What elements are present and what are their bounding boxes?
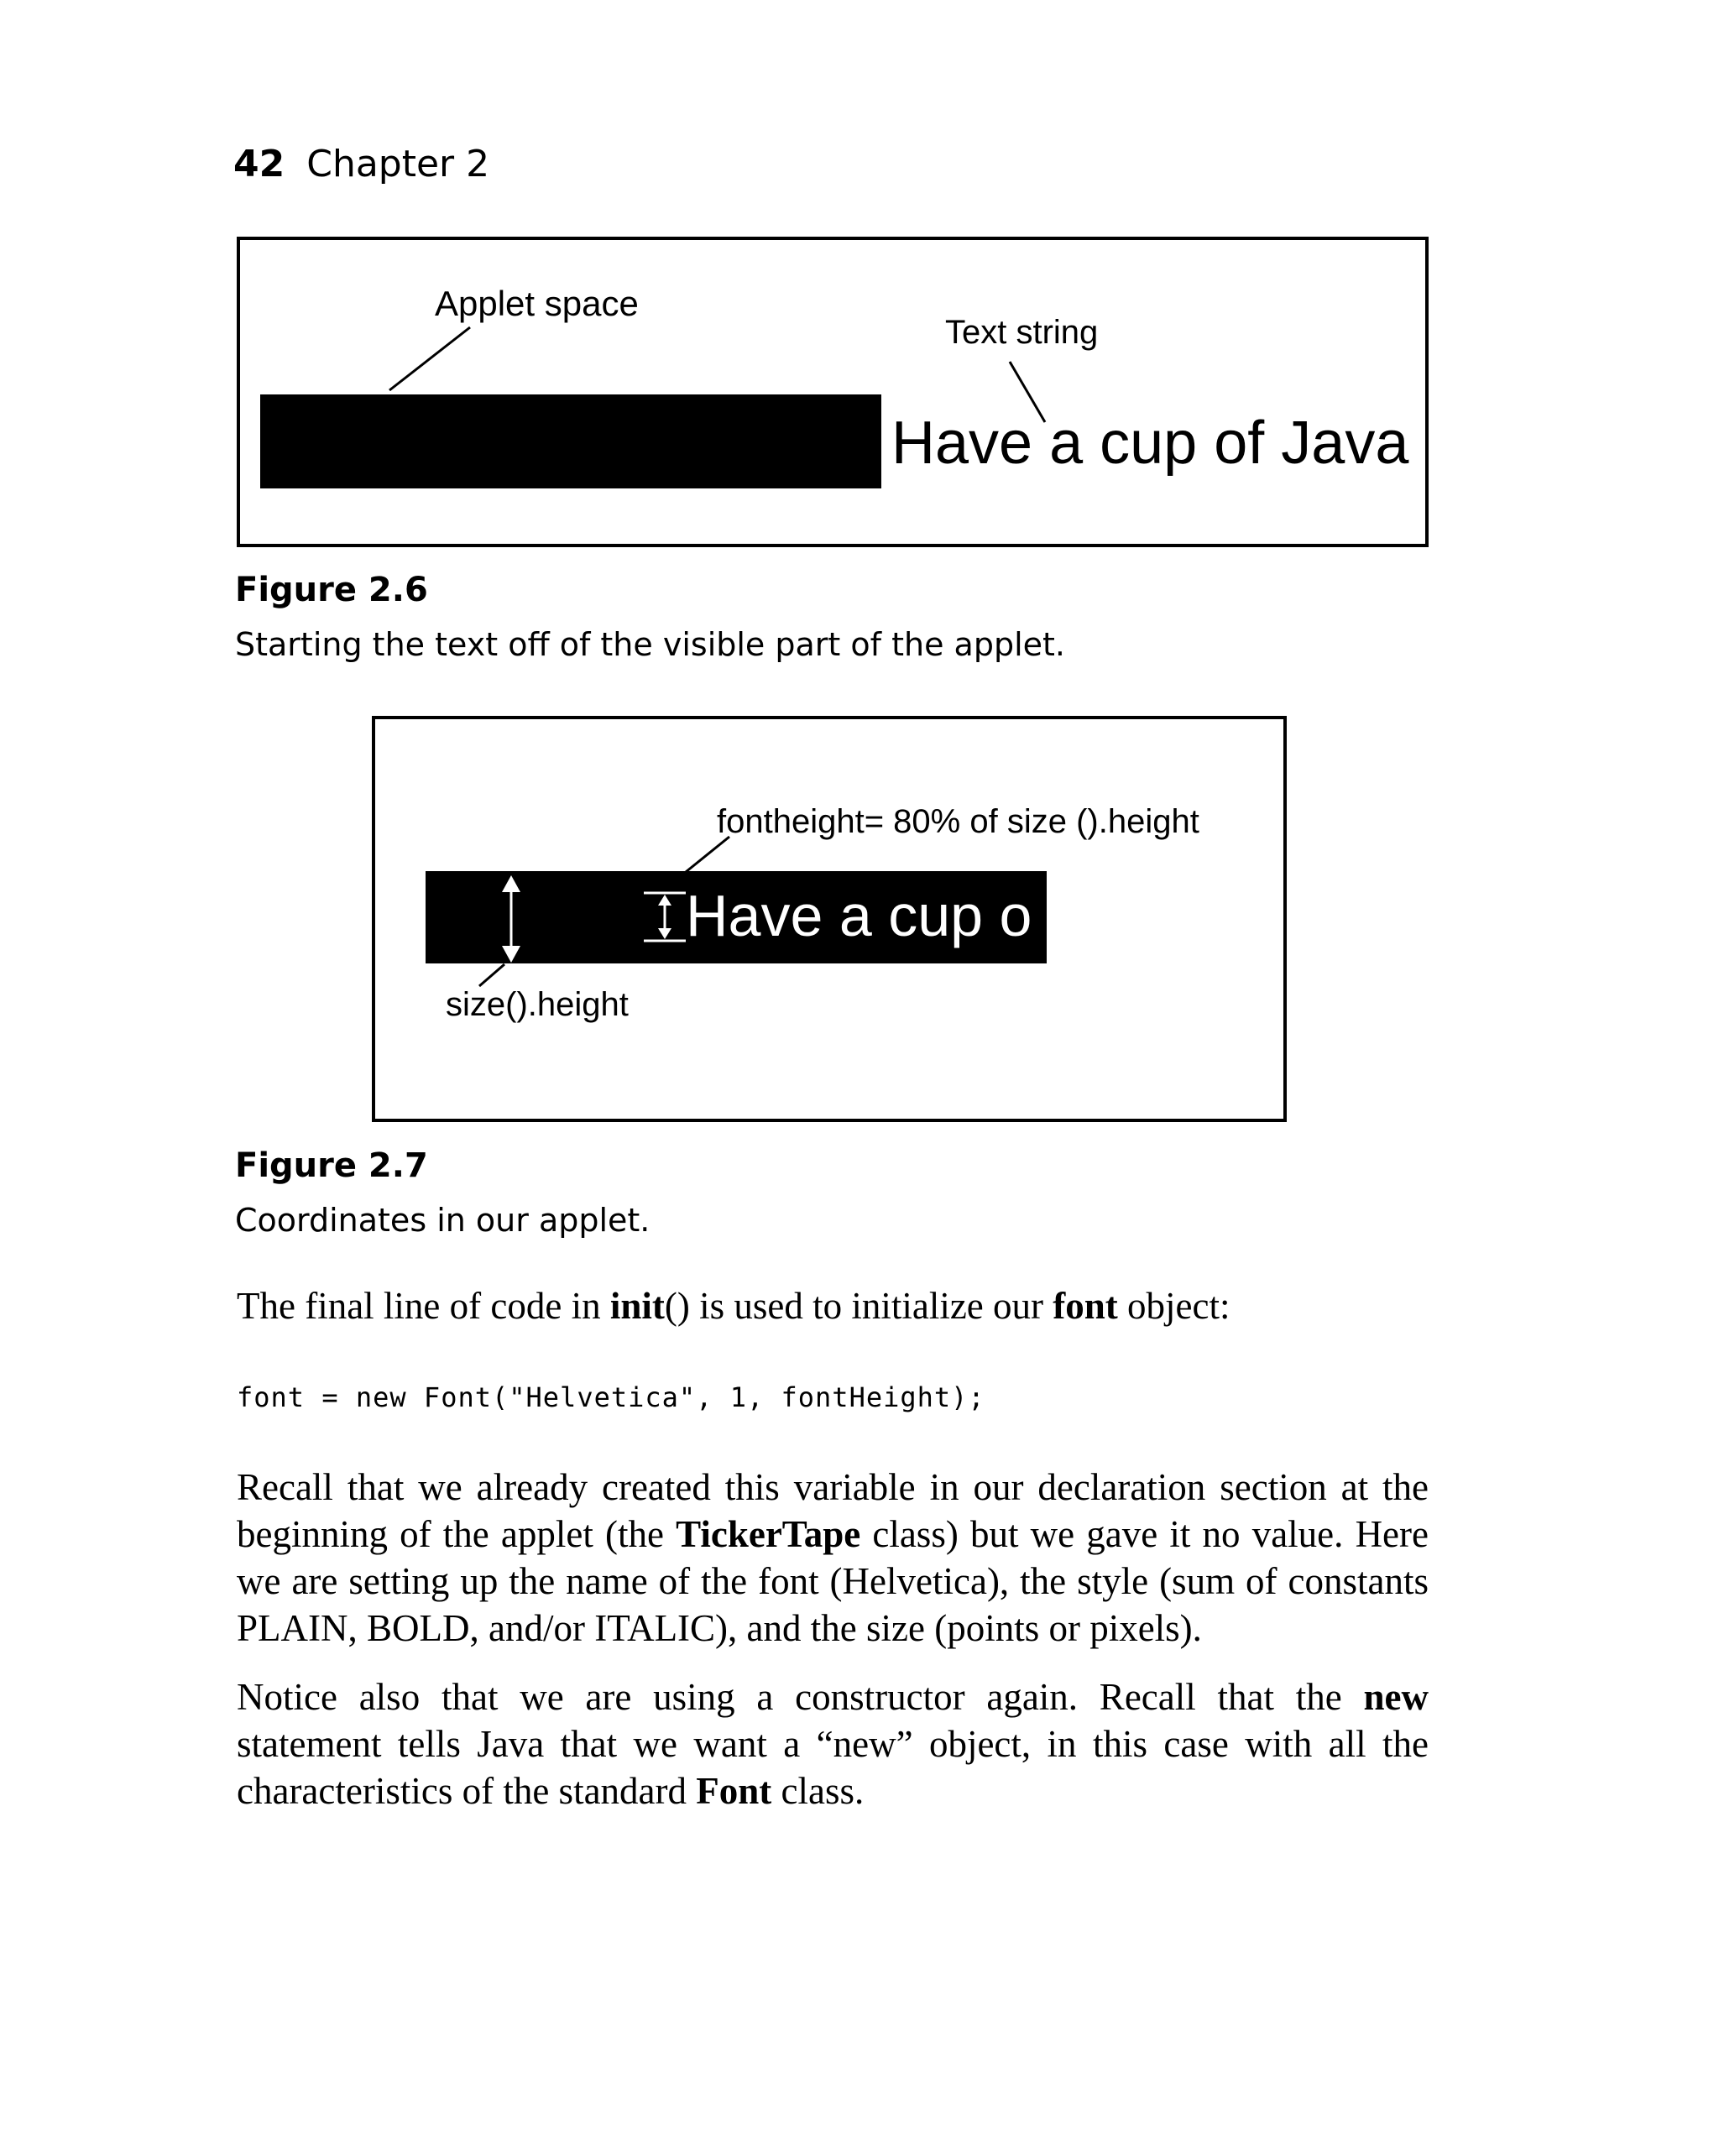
figure-2-7-annotations xyxy=(375,719,1283,1119)
running-head xyxy=(233,143,489,185)
intro-paragraph: The final line of code in init() is used to initialize our font object: xyxy=(237,1285,1230,1327)
figure-2-7-caption-text: Coordinates in our applet. xyxy=(235,1202,651,1239)
tickertape-keyword: TickerTape xyxy=(676,1513,861,1555)
ticker-text-inside: Have a cup o xyxy=(686,883,1032,948)
figure-2-6 xyxy=(237,237,1429,547)
size-height-arrow xyxy=(502,875,520,963)
applet-space-leader xyxy=(389,327,470,390)
chapter-title: Chapter 2 xyxy=(306,143,490,185)
size-height-label: size().height xyxy=(446,986,629,1023)
fontheight-label: fontheight= 80% of size ().height xyxy=(717,803,1199,840)
paragraph-recall: Recall that we already created this variable in our declaration section at the beginning of the applet (the TickerTape class) but we gave it no value. Here we are setting up the name of the font (Helvetica), the style (sum of constants PLAIN, BOLD, and/or ITALIC), and the size (points or pixels). xyxy=(237,1466,1429,1649)
text-string-label: Text string xyxy=(945,314,1099,351)
applet-space-bar xyxy=(260,394,881,488)
size-height-leader xyxy=(479,964,504,986)
figure-2-7 xyxy=(372,716,1287,1122)
ticker-text-outside: Have a cup of Java xyxy=(891,410,1409,477)
paragraph-notice: Notice also that we are using a constructor again. Recall that the new statement tells Java that we want a “new” object, in this case with all the characteristics of the standard Font class. xyxy=(237,1676,1429,1812)
figure-2-6-caption-title: Figure 2.6 xyxy=(235,571,428,609)
fontheight-leader xyxy=(686,837,729,872)
font-keyword: font xyxy=(1053,1285,1118,1327)
init-keyword: init xyxy=(609,1285,665,1327)
font-height-marker xyxy=(644,893,686,941)
applet-space-label: Applet space xyxy=(435,284,639,323)
font-class-keyword: Font xyxy=(696,1770,772,1812)
figure-2-7-caption-title: Figure 2.7 xyxy=(235,1146,428,1185)
code-line: font = new Font("Helvetica", 1, fontHeight); xyxy=(237,1381,985,1413)
page-number: 42 xyxy=(233,143,285,185)
new-keyword: new xyxy=(1363,1676,1429,1718)
figure-2-6-leader-lines xyxy=(240,240,1425,544)
figure-2-6-caption-text: Starting the text off of the visible part of the applet. xyxy=(235,626,1065,663)
